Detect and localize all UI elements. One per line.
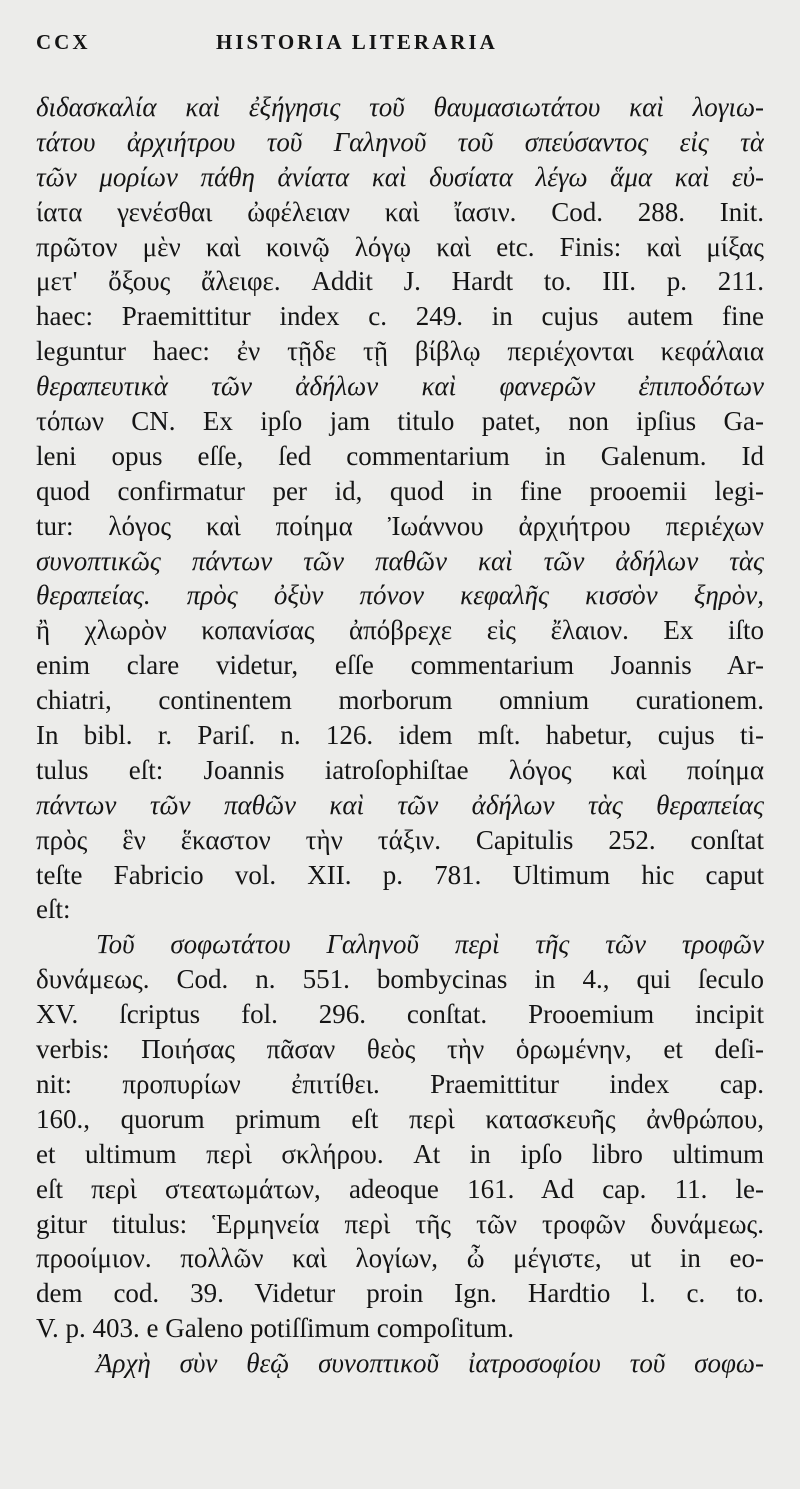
text-line: In bibl. r. Pariſ. n. 126. idem mſt. habetur, cujus ti- xyxy=(36,720,764,751)
text-line: tulus eſt: Joannis iatroſophiſtae λόγος καὶ ποίημα xyxy=(36,754,764,785)
text-line: πρῶτον μὲν καὶ κοινῷ λόγῳ καὶ etc. Finis: καὶ μίξας xyxy=(36,231,764,262)
text-line: gitur titulus: Ἑρμηνεία περὶ τῆς τῶν τροφῶν δυνάμεως. xyxy=(36,1208,764,1239)
text-line: θεραπείας. πρὸς ὀξὺν πόνον κεφαλῆς κισσὸν ξηρὸν, xyxy=(36,580,764,611)
text-line: verbis: Ποιήσας πᾶσαν θεὸς τὴν ὁρωμένην, et deſi- xyxy=(36,1034,764,1065)
text-line: Τοῦ σοφωτάτου Γαληνοῦ περὶ τῆς τῶν τροφῶν xyxy=(96,929,764,960)
text-line: μετ' ὄξους ἄλειφε. Addit J. Hardt to. III. p. 211. xyxy=(36,266,764,297)
text-line: et ultimum περὶ σκλήρου. At in ipſo libro ultimum xyxy=(36,1138,764,1169)
text-line: διδασκαλία καὶ ἐξήγησις τοῦ θαυμασιωτάτου καὶ λογιω- xyxy=(36,92,764,122)
text-line: τῶν μορίων πάθη ἀνίατα καὶ δυσίατα λέγω ἅμα καὶ εὐ- xyxy=(36,161,764,192)
text-line: enim clare videtur, eſſe commentarium Joannis Ar- xyxy=(36,650,764,681)
text-line: τάτου ἀρχιήτρου τοῦ Γαληνοῦ τοῦ σπεύσαντος εἰς τὰ xyxy=(36,126,764,157)
body-text xyxy=(36,90,764,1381)
text-line: leni opus eſſe, ſed commentarium in Galenum. Id xyxy=(36,440,764,471)
text-line: nit: προπυρίων ἐπιτίθει. Praemittitur index cap. xyxy=(36,1068,764,1099)
text-line: ίατα γενέσθαι ὠφέλειαν καὶ ἴασιν. Cod. 288. Init. xyxy=(36,196,764,227)
text-line: XV. ſcriptus fol. 296. conſtat. Prooemium incipit xyxy=(36,999,764,1030)
text-line: V. p. 403. e Galeno potiſſimum compoſitum. xyxy=(36,1313,514,1344)
text-line: chiatri, continentem morborum omnium curationem. xyxy=(36,685,764,716)
text-line: τόπων CN. Ex ipſo jam titulo patet, non ipſius Ga- xyxy=(36,406,764,437)
page-header xyxy=(36,30,740,60)
text-line: haec: Praemittitur index c. 249. in cujus autem fine xyxy=(36,301,764,332)
text-line: teſte Fabricio vol. XII. p. 781. Ultimum hic caput xyxy=(36,859,764,890)
running-title: HISTORIA LITERARIA xyxy=(216,30,498,54)
text-line: Ἀρχὴ σὺν θεῷ συνοπτικοῦ ἰατροσοφίου τοῦ σοφω- xyxy=(96,1348,764,1379)
text-line: πρὸς ἓν ἕκαστον τὴν τάξιν. Capitulis 252. conſtat xyxy=(36,824,764,855)
text-line: 160., quorum primum eſt περὶ κατασκευῆς ἀνθρώπου, xyxy=(36,1103,764,1134)
text-line: dem cod. 39. Videtur proin Ign. Hardtio l. c. to. xyxy=(36,1278,764,1309)
text-line: eſt: xyxy=(36,894,71,925)
text-line: προοίμιον. πολλῶν καὶ λογίων, ὦ μέγιστε, ut in eo- xyxy=(36,1243,764,1274)
text-line: leguntur haec: ἐν τῇδε τῇ βίβλῳ περιέχονται κεφάλαια xyxy=(36,336,764,367)
text-line: ἢ χλωρὸν κοπανίσας ἀπόβρεχε εἰς ἔλαιον. Ex iſto xyxy=(36,615,764,646)
text-line: quod confirmatur per id, quod in fine prooemii legi- xyxy=(36,475,764,506)
text-line: δυνάμεως. Cod. n. 551. bombycinas in 4., qui ſeculo xyxy=(36,964,764,995)
text-line: πάντων τῶν παθῶν καὶ τῶν ἀδήλων τὰς θεραπείας xyxy=(36,789,764,820)
text-line: tur: λόγος καὶ ποίημα Ἰωάννου ἀρχιήτρου περιέχων xyxy=(36,510,764,541)
text-line: eſt περὶ στεατωμάτων, adeoque 161. Ad cap. 11. le- xyxy=(36,1173,764,1204)
text-line: συνοπτικῶς πάντων τῶν παθῶν καὶ τῶν ἀδήλων τὰς xyxy=(36,545,764,576)
page-number: CCX xyxy=(36,30,91,54)
text-line: θεραπευτικὰ τῶν ἀδήλων καὶ φανερῶν ἐπιποδότων xyxy=(36,371,764,402)
